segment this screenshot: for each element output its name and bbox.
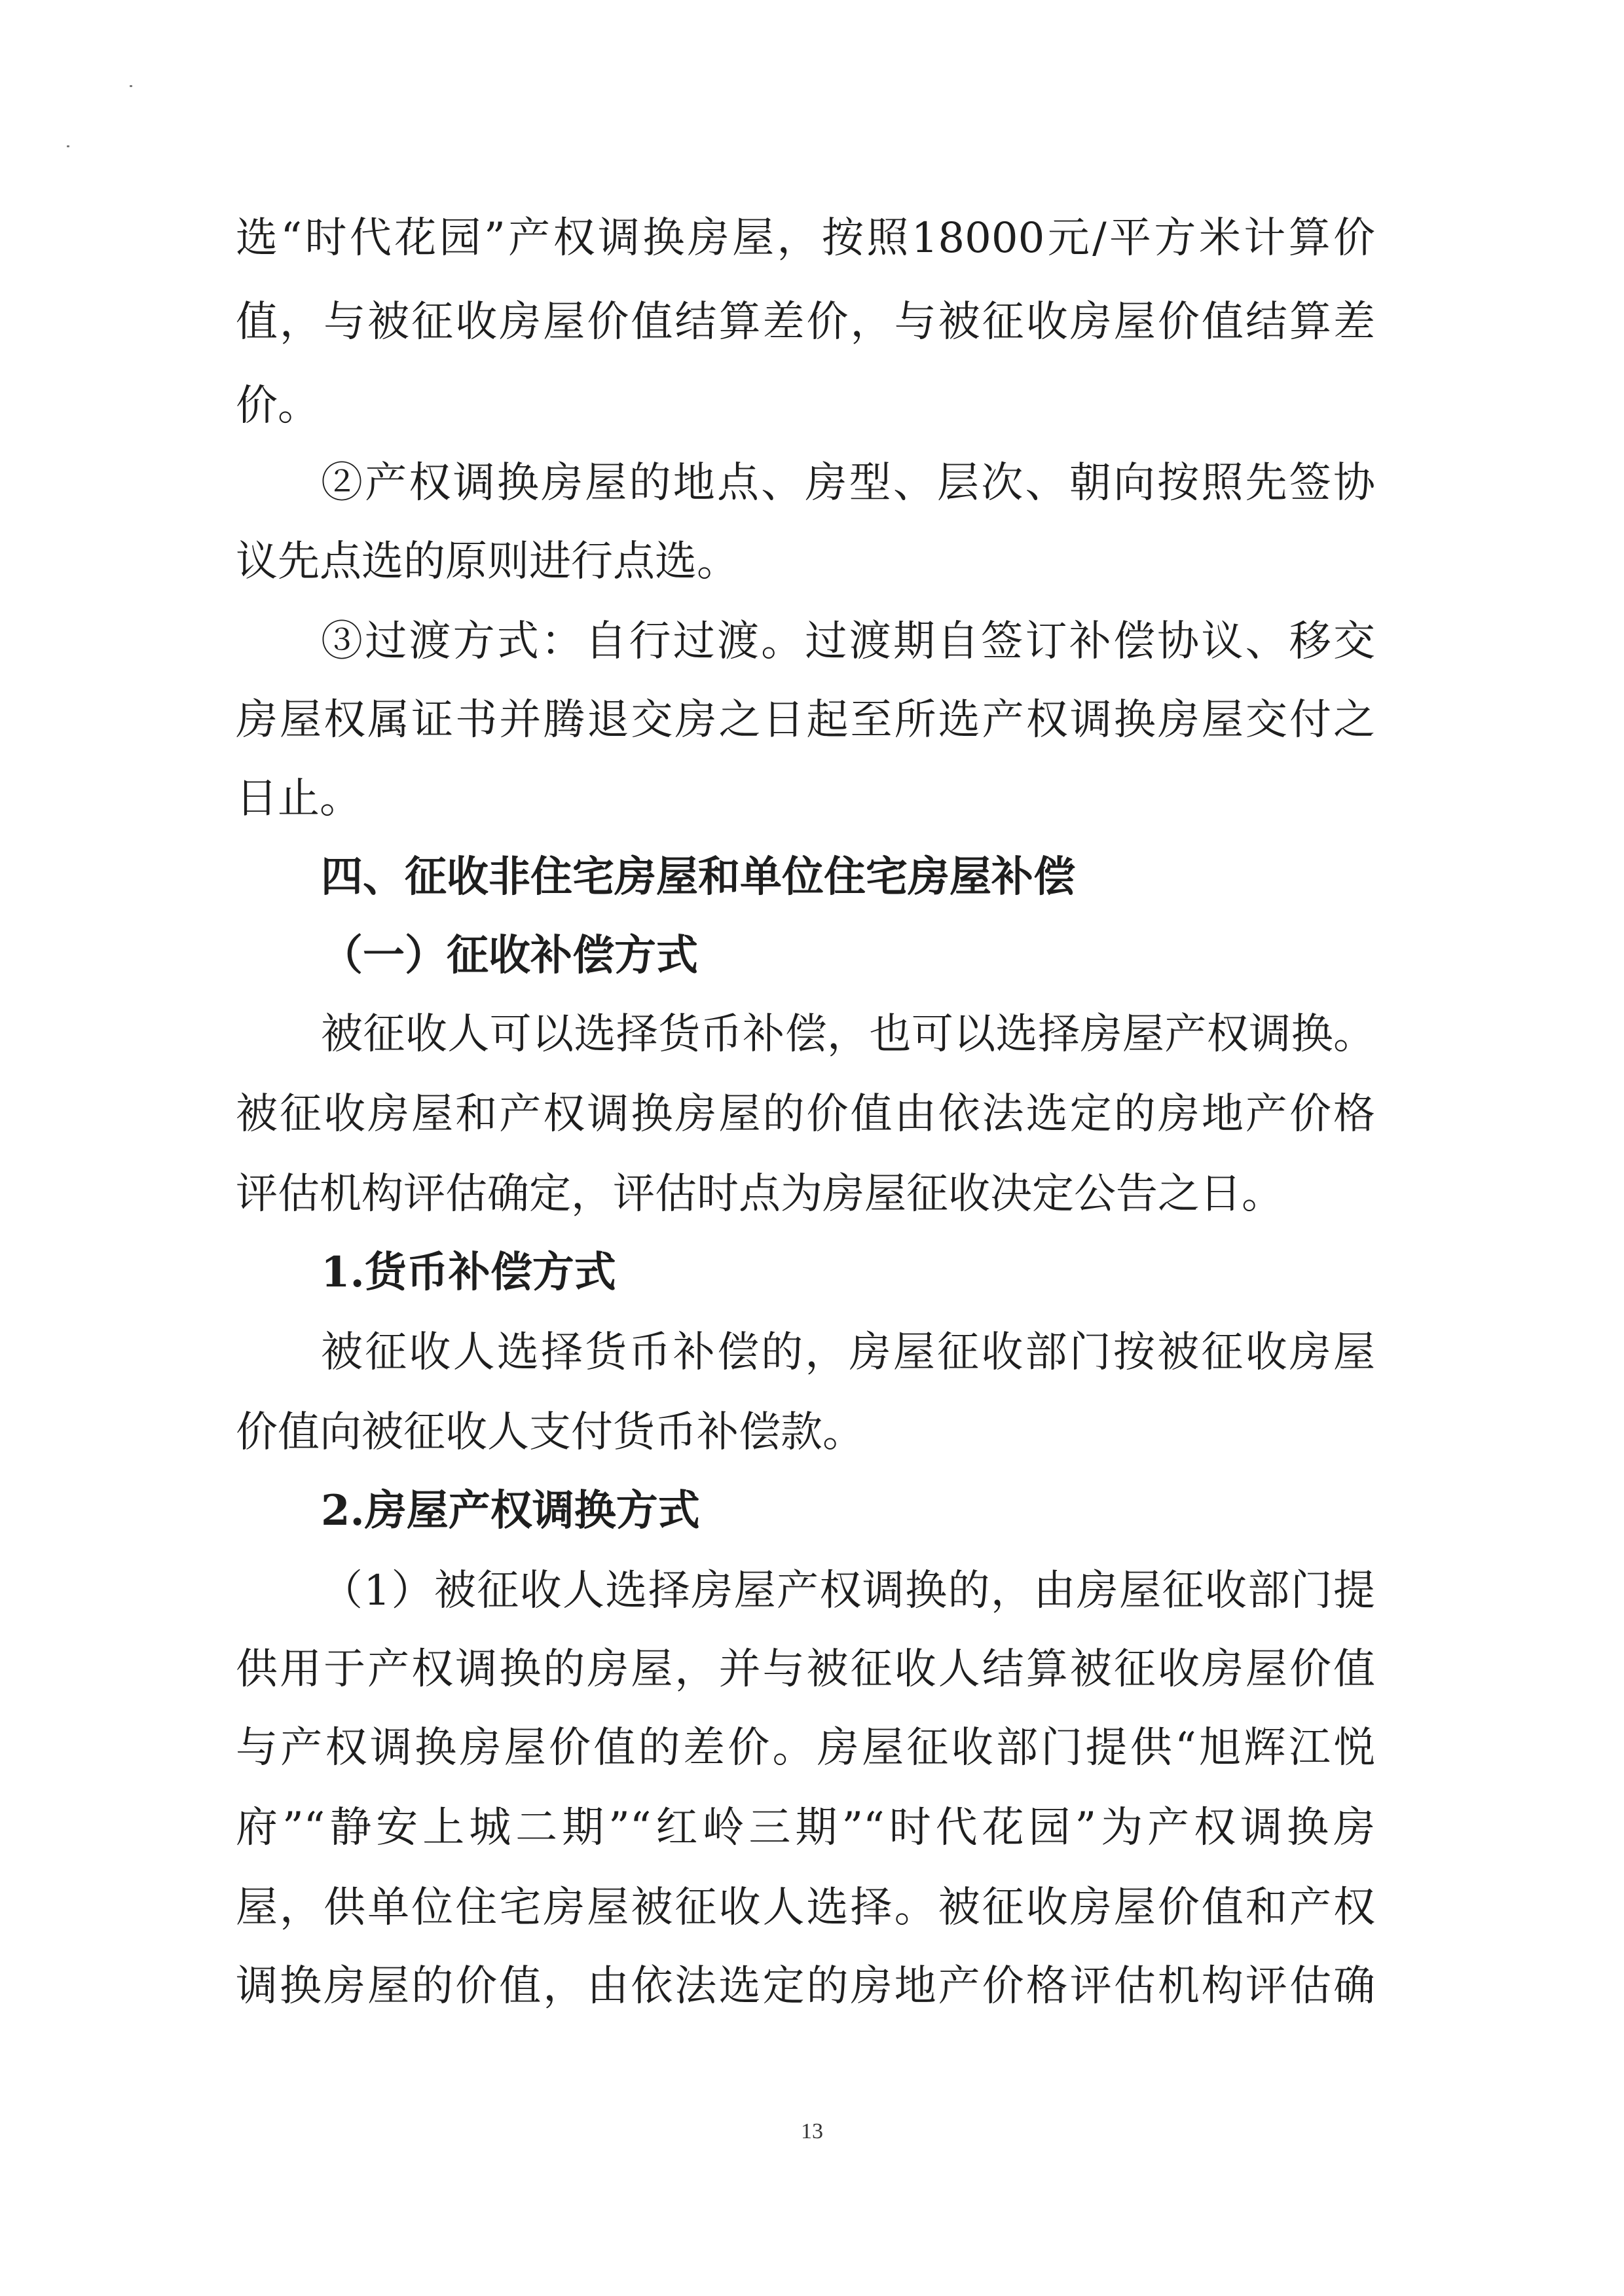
body-line: 屋，供单位住宅房屋被征收人选择。被征收房屋价值和产权 (236, 1884, 1375, 1932)
body-line: 调换房屋的价值，由依法选定的房地产价格评估机构评估确 (236, 1962, 1375, 2011)
item-heading: 1.货币补偿方式 (321, 1248, 616, 1297)
body-line: 值，与被征收房屋价值结算差价，与被征收房屋价值结算差 (236, 298, 1375, 346)
scan-speck (67, 145, 69, 147)
body-line: 评估机构评估确定，评估时点为房屋征收决定公告之日。 (236, 1170, 1283, 1218)
scan-speck (130, 85, 132, 87)
body-line: 府”“静安上城二期”“红岭三期”“时代花园”为产权调换房 (236, 1804, 1375, 1852)
body-line: 被征收房屋和产权调换房屋的价值由依法选定的房地产价格 (236, 1090, 1375, 1139)
body-line: 日止。 (236, 774, 361, 823)
body-line: 价。 (236, 382, 320, 430)
item-heading: 2.房屋产权调换方式 (321, 1486, 700, 1535)
page-number: 13 (801, 2119, 823, 2143)
body-line: ②产权调换房屋的地点、房型、层次、朝向按照先签协 (321, 459, 1375, 507)
body-line: 被征收人选择货币补偿的，房屋征收部门按被征收房屋 (321, 1328, 1375, 1377)
body-line: 选“时代花园”产权调换房屋，按照18000元/平方米计算价 (236, 214, 1375, 263)
body-line: 被征收人可以选择货币补偿，也可以选择房屋产权调换。 (321, 1010, 1375, 1059)
body-line: 议先点选的原则进行点选。 (236, 538, 739, 586)
body-line: 房屋权属证书并腾退交房之日起至所选产权调换房屋交付之 (236, 696, 1375, 744)
body-line: ③过渡方式：自行过渡。过渡期自签订补偿协议、移交 (321, 617, 1375, 666)
body-line: 供用于产权调换的房屋，并与被征收人结算被征收房屋价值 (236, 1645, 1375, 1694)
subsection-heading: （一）征收补偿方式 (321, 931, 698, 980)
body-line: （1）被征收人选择房屋产权调换的，由房屋征收部门提 (321, 1567, 1375, 1615)
section-heading: 四、征收非住宅房屋和单位住宅房屋补偿 (321, 853, 1075, 902)
body-line: 与产权调换房屋价值的差价。房屋征收部门提供“旭辉江悦 (236, 1724, 1375, 1772)
body-line: 价值向被征收人支付货币补偿款。 (236, 1408, 864, 1457)
